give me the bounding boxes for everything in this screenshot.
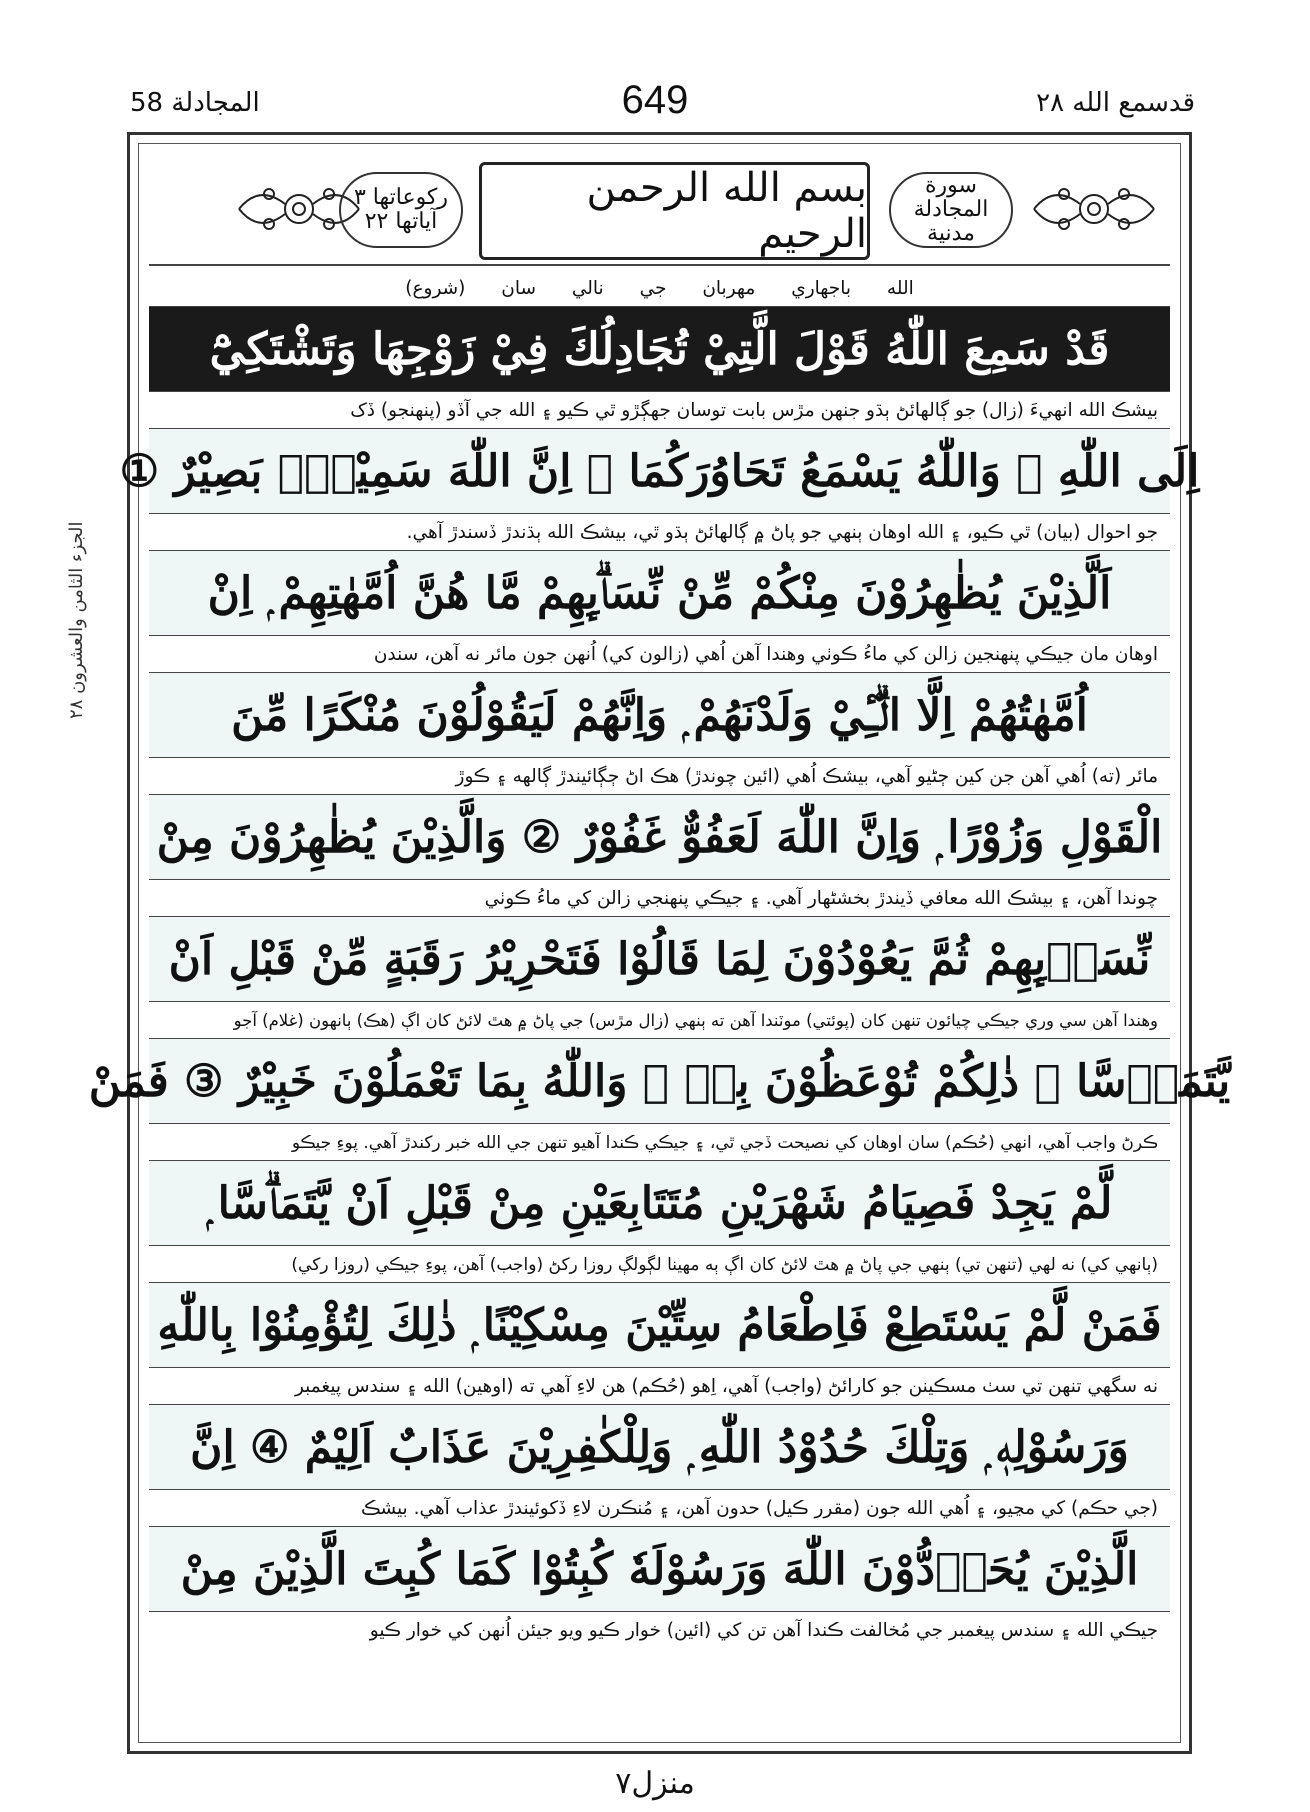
arabic-verse-line: اِلَى اللّٰهِ ۖ وَاللّٰهُ يَسْمَعُ تَحَاوُرَكُمَا ۭ اِنَّ اللّٰهَ سَمِيْعٌۢ بَصِيْرٌ ① [149,429,1170,514]
juz-side-note: الجزء الثامن والعشرون ٢٨ [66,521,87,719]
translation-line: وهندا آهن سي وري جيڪي چيائون تنهن کان (پوئتي) موٽندا آهن ته ٻنهي (زال مڙس) جي پاڻ ۾ هٿ لائڻ کان اڳ (هڪ) ٻانهون (غلام) آجو [149,1002,1170,1039]
translation-line: جو احوال (بيان) ٿي ڪيو، ۽ الله اوهان ٻنهي جو پاڻ ۾ ڳالهائڻ ٻڌو ٿي، بيشڪ الله ٻڌندڙ ڏسندڙ آهي. [149,514,1170,551]
translation-line: چوندا آهن، ۽ بيشڪ الله معافي ڏيندڙ بخشڻهار آهي. ۽ جيڪي پنهنجي زالن کي ماءُ ڪوٺي [149,880,1170,917]
translation-line: (جي حڪم) کي مڃيو، ۽ اُهي الله جون (مقرر ڪيل) حدون آهن، ۽ مُنڪرن لاءِ ڏکوئيندڙ عذاب آهي. بيشڪ [149,1490,1170,1527]
manzil-marker: منزل٧ [615,1766,695,1801]
translation-line: اوهان مان جيڪي پنهنجين زالن کي ماءُ ڪوٺي وهندا آهن اُهي (زالون کي) اُنهن جون مائر نه آهن، سندن [149,636,1170,673]
arabic-verse-line: فَمَنْ لَّمْ يَسْتَطِعْ فَاِطْعَامُ سِتِّيْنَ مِسْكِيْنًا ۭ ذٰلِكَ لِتُؤْمِنُوْا بِاللّٰهِ [149,1283,1170,1368]
arabic-verse-line: اُمَّهٰتُهُمْ اِلَّا الّٰۗـِٔيْ وَلَدْنَهُمْ ۭ وَاِنَّهُمْ لَيَقُوْلُوْنَ مُنْكَرًا مِّنَ [149,673,1170,758]
arabic-verse-line: قَدْ سَمِعَ اللّٰهُ قَوْلَ الَّتِيْ تُجَادِلُكَ فِيْ زَوْجِهَا وَتَشْتَكِيْٓ [149,307,1170,392]
arabic-verse-line: يَّتَمَاۗسَّا ۭ ذٰلِكُمْ تُوْعَظُوْنَ بِهٖ ۭ وَاللّٰهُ بِمَا تَعْمَلُوْنَ خَبِيْرٌ ③ فَمَنْ [149,1039,1170,1124]
page-frame-inner [88,143,1231,1743]
translation-line: مائر (ته) اُهي آهن جن کين ڄڻيو آهي، بيشڪ اُهي (ائين چوندڙ) هڪ اڻ ڄڳائيندڙ ڳالهه ۽ ڪوڙ [149,758,1170,795]
translation-line: (ٻانهي کي) نه لهي (تنهن تي) ٻنهي جي پاڻ ۾ هٿ لائڻ کان اڳ ٻه مهينا لڳولڳ روزا رکڻ (واجب) آهن، پوءِ جيڪي (روزا رکي) [149,1246,1170,1283]
page-frame [88,132,1231,1754]
floral-ornament-right-icon [1024,176,1164,242]
page-number: 649 [621,78,689,122]
verse-rows [88,270,1231,1732]
translation-line: جيڪي الله ۽ سندس پيغمبر جي مُخالفت ڪندا آهن تن کي (ائين) خوار ڪيو ويو جيئن اُنهن کي خوار ڪيو [149,1612,1170,1648]
arabic-verse-line: الْقَوْلِ وَزُوْرًا ۭ وَاِنَّ اللّٰهَ لَعَفُوٌّ غَفُوْرٌ ② وَالَّذِيْنَ يُظٰهِرُوْنَ مِنْ [149,795,1170,880]
arabic-verse-line: نِّسَاۗىِٕهِمْ ثُمَّ يَعُوْدُوْنَ لِمَا قَالُوْا فَتَحْرِيْرُ رَقَبَةٍ مِّنْ قَبْلِ اَنْ [149,917,1170,1002]
translation-line: الله باجهاري مهربان جي نالي سان (شروع) [149,270,1170,307]
arabic-verse-line: الَّذِيْنَ يُحَاۗدُّوْنَ اللّٰهَ وَرَسُوْلَهٗ كُبِتُوْا كَمَا كُبِتَ الَّذِيْنَ مِنْ [149,1527,1170,1612]
bismillah-calligraphy: بسم الله الرحمن الرحيم [479,162,870,260]
arabic-verse-line: لَّمْ يَجِدْ فَصِيَامُ شَهْرَيْنِ مُتَتَابِعَيْنِ مِنْ قَبْلِ اَنْ يَّتَمَاۗسَّا ۭ [149,1161,1170,1246]
surah-info-left: ركوعاتها ٣ آياتها ٢٢ [339,172,463,248]
translation-line: نه سگهي تنهن تي سٺ مسڪينن جو کارائڻ (واجب) آهي، اِهو (حُڪم) هن لاءِ آهي ته (اوهين) الله ۽ سندس پيغمبر [149,1368,1170,1405]
arabic-verse-line: وَرَسُوْلِهٖ ۭ وَتِلْكَ حُدُوْدُ اللّٰهِ ۭ وَلِلْكٰفِرِيْنَ عَذَابٌ اَلِيْمٌ ④ اِنَّ [149,1405,1170,1490]
surah-banner [149,154,1170,266]
surah-header-left: المجادلة 58 [130,88,260,118]
translation-line: ڪرڻ واجب آهي، انهي (حُڪم) سان اوهان کي نصيحت ڏجي ٿي، ۽ جيڪي ڪندا آهيو تنهن جي الله خبر رکندڙ آهي. پوءِ جيڪو [149,1124,1170,1161]
juz-header-right: قدسمع الله ٢٨ [1036,88,1195,118]
arabic-verse-line: اَلَّذِيْنَ يُظٰهِرُوْنَ مِنْكُمْ مِّنْ نِّسَاۗىِٕهِمْ مَّا هُنَّ اُمَّهٰتِهِمْ ۭ اِنْ [149,551,1170,636]
surah-name-box: سورة المجادلة مدنية [889,172,1013,248]
translation-line: بيشڪ الله انهيءَ (زال) جو ڳالهائڻ ٻڌو جنهن مڙس بابت توسان جهڳڙو ٿي ڪيو ۽ الله جي آڏو (پنهنجو) ڏک [149,392,1170,429]
